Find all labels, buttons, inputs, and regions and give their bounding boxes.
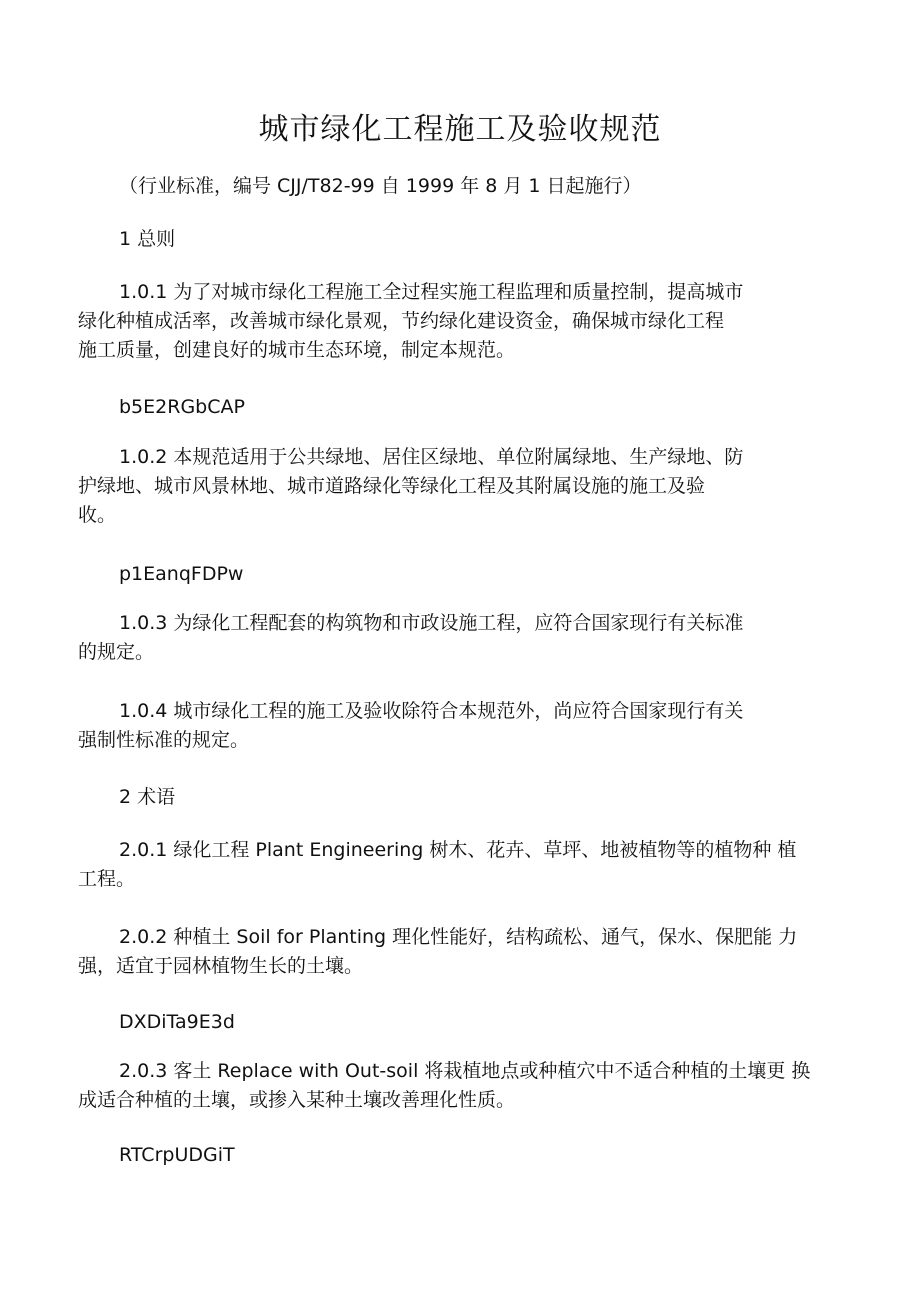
paragraph-1-0-2 xyxy=(78,443,838,530)
paragraph-line: 1.0.3 为绿化工程配套的构筑物和市政设施工程，应符合国家现行有关标准 xyxy=(119,612,744,634)
section-1-heading: 1 总则 xyxy=(119,228,176,250)
paragraph-2-0-3 xyxy=(78,1057,838,1115)
paragraph-line: 2.0.2 种植土 Soil for Planting 理化性能好，结构疏松、通气，保水、保肥能 力 xyxy=(119,926,798,948)
paragraph-line: 收。 xyxy=(78,504,117,526)
paragraph-line: 工程。 xyxy=(78,868,136,890)
code-text-1: b5E2RGbCAP xyxy=(119,396,245,418)
paragraph-line: 强，适宜于园林植物生长的土壤。 xyxy=(78,955,364,977)
section-2-heading: 2 术语 xyxy=(119,786,176,808)
paragraph-line: 1.0.4 城市绿化工程的施工及验收除符合本规范外，尚应符合国家现行有关 xyxy=(119,700,744,722)
code-text-3: DXDiTa9E3d xyxy=(119,1011,235,1033)
paragraph-1-0-4 xyxy=(78,697,838,755)
code-text-2: p1EanqFDPw xyxy=(119,563,244,585)
paragraph-1-0-1 xyxy=(78,278,838,365)
paragraph-line: 施工质量，创建良好的城市生态环境，制定本规范。 xyxy=(78,339,516,361)
paragraph-line: 绿化种植成活率，改善城市绿化景观，节约绿化建设资金，确保城市绿化工程 xyxy=(78,310,725,332)
paragraph-line: 成适合种植的土壤，或掺入某种土壤改善理化性质。 xyxy=(78,1089,516,1111)
paragraph-line: 护绿地、城市风景林地、城市道路绿化等绿化工程及其附属设施的施工及验 xyxy=(78,475,706,497)
code-text-4: RTCrpUDGiT xyxy=(119,1144,235,1166)
paragraph-2-0-2 xyxy=(78,923,838,981)
paragraph-line: 2.0.1 绿化工程 Plant Engineering 树木、花卉、草坪、地被植物等的植物种 植 xyxy=(119,839,797,861)
paragraph-line: 的规定。 xyxy=(78,641,155,663)
paragraph-line: 2.0.3 客土 Replace with Out-soil 将栽植地点或种植穴中不适合种植的土壤更 换 xyxy=(119,1060,811,1082)
paragraph-line: 1.0.1 为了对城市绿化工程施工全过程实施工程监理和质量控制，提高城市 xyxy=(119,281,744,303)
paragraph-line: 强制性标准的规定。 xyxy=(78,729,250,751)
document-title: 城市绿化工程施工及验收规范 xyxy=(258,112,662,147)
paragraph-1-0-3 xyxy=(78,609,838,667)
document-subtitle: （行业标准，编号 CJJ/T82-99 自 1999 年 8 月 1 日起施行） xyxy=(119,175,642,197)
paragraph-2-0-1 xyxy=(78,836,838,894)
paragraph-line: 1.0.2 本规范适用于公共绿地、居住区绿地、单位附属绿地、生产绿地、防 xyxy=(119,446,744,468)
